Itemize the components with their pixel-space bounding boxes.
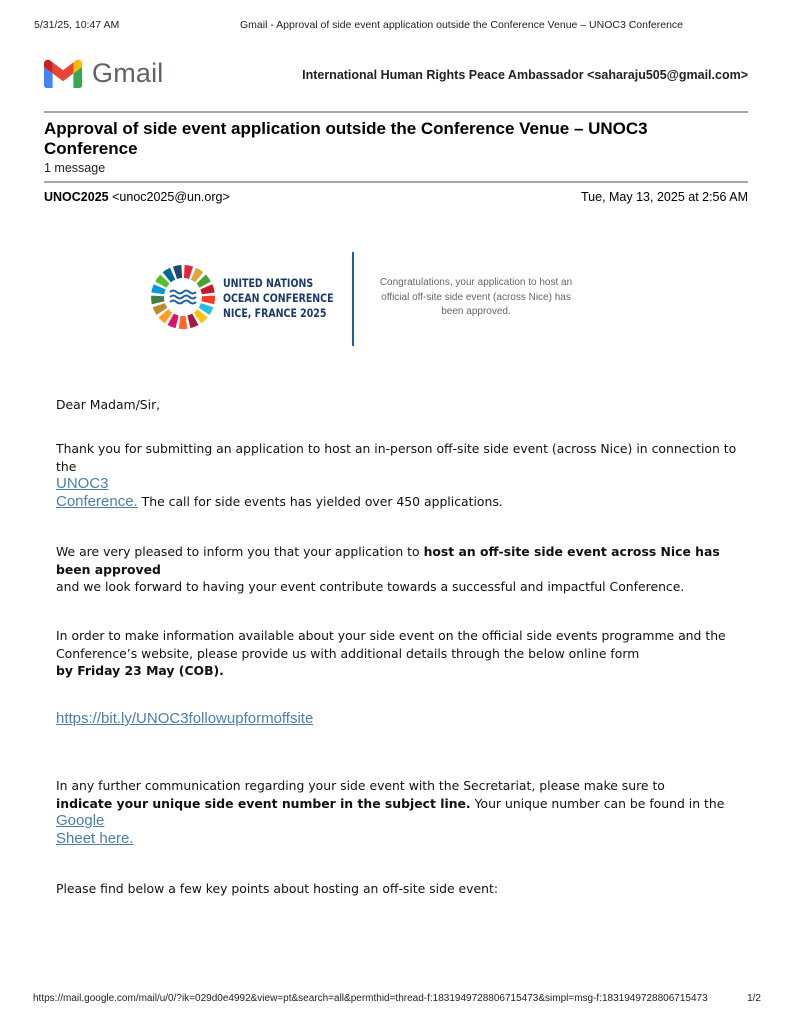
gmail-logo[interactable] bbox=[44, 58, 164, 89]
gmail-m-icon bbox=[44, 59, 82, 88]
banner-message: Congratulations, your application to host an official off-site side event (across Nice) has been approved. bbox=[379, 277, 573, 317]
sdg-wheel-segment bbox=[184, 265, 193, 279]
paragraph-text: Your unique number can be found in the bbox=[470, 795, 725, 811]
conference-title bbox=[223, 276, 334, 321]
conference-link[interactable]: UNOC3 Conference. bbox=[56, 475, 138, 510]
paragraph-key-points: Please find below a few key points about hosting an off-site side event: bbox=[56, 881, 499, 896]
sender-name: UNOC2025 bbox=[44, 190, 109, 204]
paragraph-text: and we look forward to having your event contribute towards a successful and impactful Conference. bbox=[56, 579, 685, 594]
thread-subject: Approval of side event application outside the Conference Venue – UNOC3 Conference bbox=[44, 119, 648, 158]
print-header bbox=[0, 19, 791, 33]
sdg-wheel-icon bbox=[150, 264, 216, 330]
message-count: 1 message bbox=[44, 161, 106, 175]
subject-divider bbox=[44, 181, 748, 183]
paragraph-submission bbox=[56, 440, 746, 511]
approval-highlight: host an off-site side event across Nice has been approved bbox=[56, 544, 720, 577]
sender-line bbox=[44, 190, 230, 204]
sdg-wheel-segment bbox=[179, 316, 188, 329]
deadline-highlight: by Friday 23 May (COB). bbox=[56, 663, 224, 678]
print-title: Gmail - Approval of side event application outside the Conference Venue – UNOC3 Conference bbox=[240, 19, 684, 31]
account-identity: International Human Rights Peace Ambassador <saharaju505@gmail.com> bbox=[302, 68, 748, 82]
conference-title-line: UNITED NATIONS bbox=[223, 276, 314, 290]
paragraph-form-request bbox=[56, 627, 746, 680]
sdg-wheel-segment bbox=[173, 265, 182, 279]
paragraph-text: We are very pleased to inform you that your application to bbox=[56, 544, 424, 559]
paragraph-text: The call for side events has yielded over 450 applications. bbox=[137, 494, 503, 509]
subject-line-highlight: indicate your unique side event number in the subject line. bbox=[56, 795, 471, 811]
google-sheet-link[interactable]: Google Sheet here. bbox=[56, 812, 134, 847]
conference-title-line: OCEAN CONFERENCE bbox=[223, 291, 334, 305]
conference-banner bbox=[150, 252, 590, 346]
banner-divider bbox=[352, 252, 354, 346]
paragraph-text: In order to make information available about your side event on the official side events programme and the Conference’s website, please provide us with additional details through the below online form bbox=[56, 628, 726, 661]
sender-email: <unoc2025@un.org> bbox=[112, 190, 230, 204]
sdg-wheel-segment bbox=[151, 296, 164, 305]
print-datetime: 5/31/25, 10:47 AM bbox=[34, 19, 120, 31]
followup-form-link[interactable]: https://bit.ly/UNOC3followupformoffsite bbox=[56, 710, 314, 727]
paragraph-text: Thank you for submitting an application to host an in-person off-site side event (across Nice) in connection to the bbox=[56, 441, 737, 474]
greeting: Dear Madam/Sir, bbox=[56, 397, 161, 412]
paragraph-approval bbox=[56, 543, 746, 596]
form-link-block bbox=[56, 710, 746, 728]
paragraph-communication bbox=[56, 777, 746, 848]
print-page-number: 1/2 bbox=[747, 993, 761, 1004]
message-date: Tue, May 13, 2025 at 2:56 AM bbox=[581, 190, 748, 204]
paragraph-text: In any further communication regarding your side event with the Secretariat, please make sure to bbox=[56, 778, 665, 793]
header-divider bbox=[44, 111, 748, 113]
gmail-wordmark: Gmail bbox=[92, 58, 164, 88]
print-footer-url: https://mail.google.com/mail/u/0/?ik=029d0e4992&view=pt&search=all&permthid=thread-f:1831949728806715473&simpl=msg-f:1831949728806715473 bbox=[33, 993, 708, 1004]
sdg-wheel-segment bbox=[202, 296, 215, 305]
conference-title-line: NICE, FRANCE 2025 bbox=[223, 306, 327, 320]
